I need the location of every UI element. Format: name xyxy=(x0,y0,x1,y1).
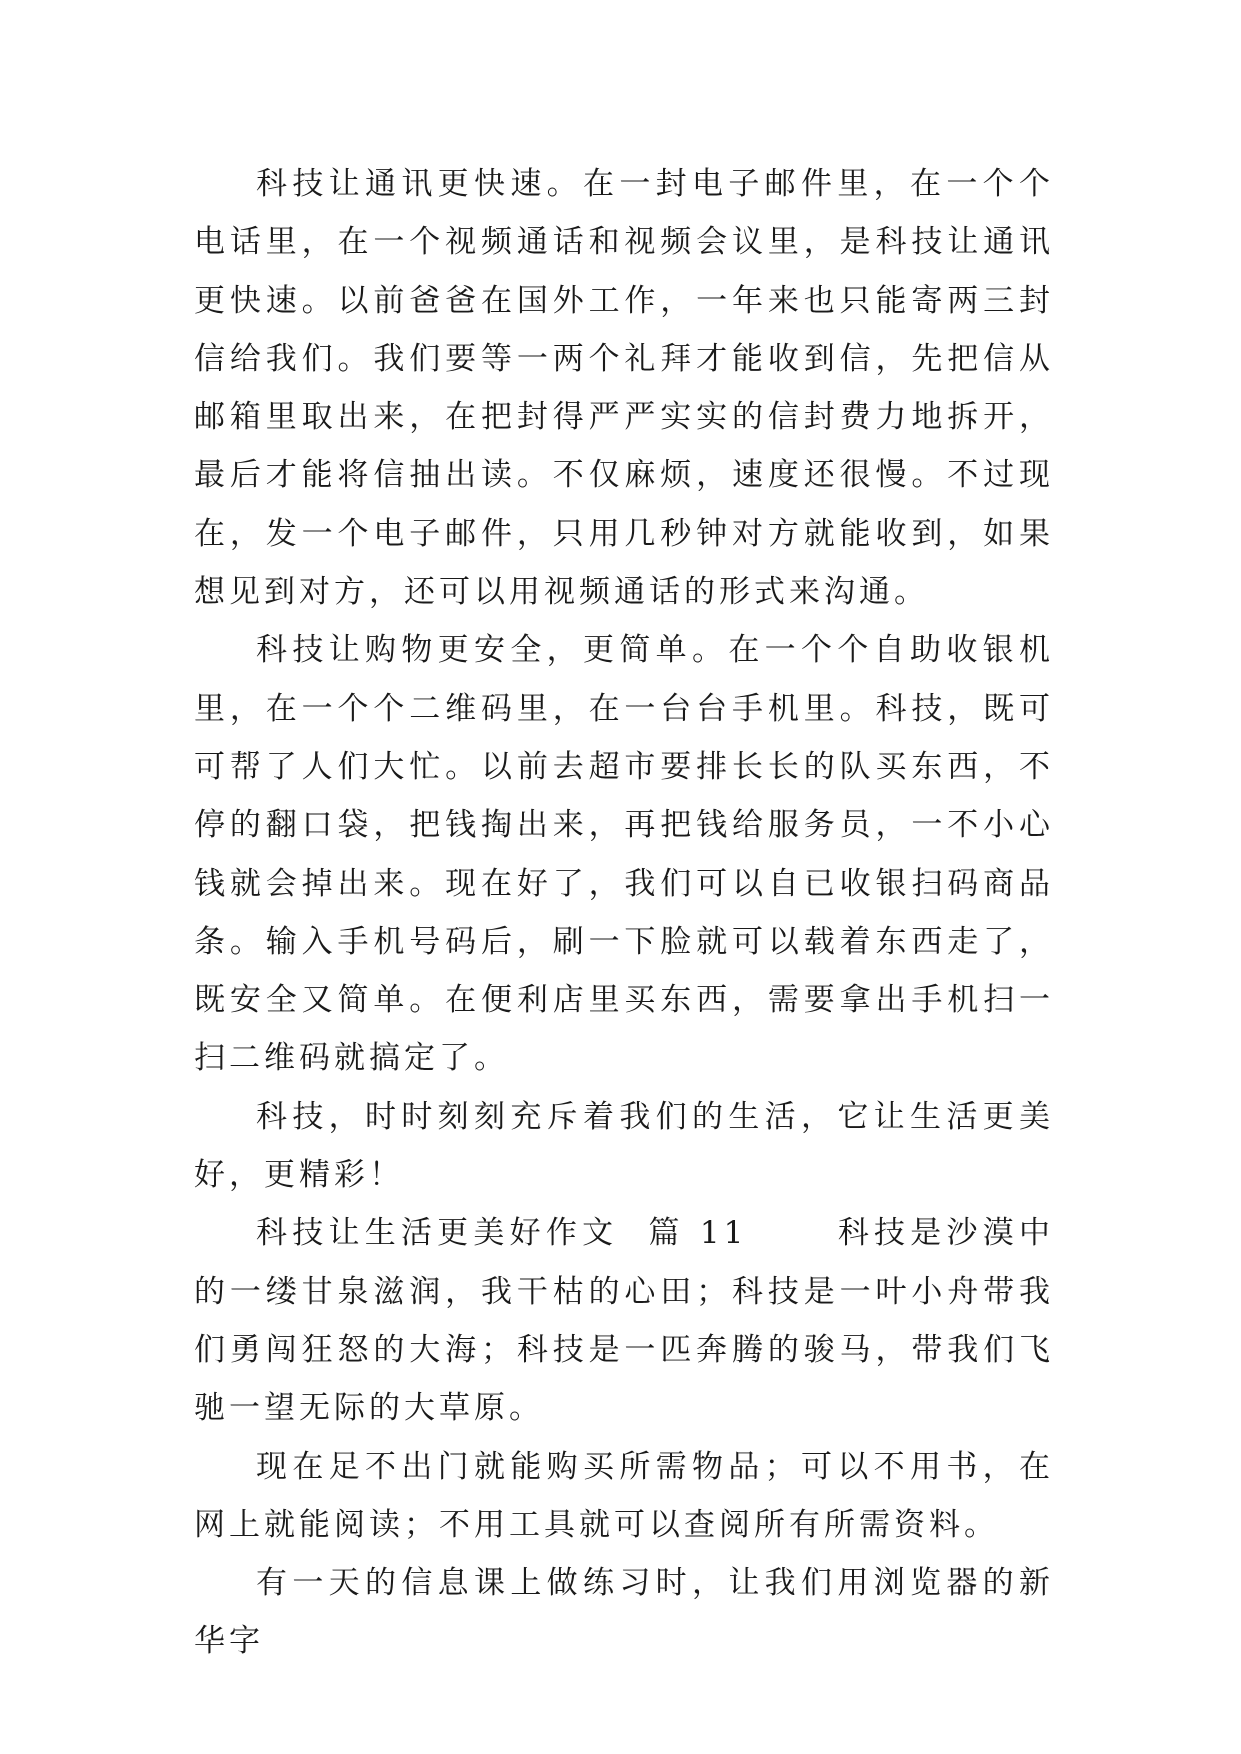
paragraph-online xyxy=(194,1438,1054,1555)
paragraph-text: 现在足不出门就能购买所需物品；可以不用书，在网上就能阅读；不用工具就可以查阅所有所需资料。 xyxy=(194,1448,1054,1543)
paragraph-text: 科技，时时刻刻充斥着我们的生活，它让生活更美好，更精彩！ xyxy=(194,1098,1054,1194)
document-body xyxy=(194,155,1054,1671)
paragraph-text: 科技让生活更美好作文 篇 11 科技是沙漠中的一缕甘泉滋润，我干枯的心田；科技是一叶小舟带我们勇闯狂怒的大海；科技是一匹奔腾的骏马，带我们飞驰一望无际的大草原。 xyxy=(194,1215,1054,1427)
paragraph-summary xyxy=(194,1088,1054,1205)
paragraph-essay-11-intro xyxy=(194,1204,1054,1437)
paragraph-shopping xyxy=(194,621,1054,1087)
paragraph-text: 科技让购物更安全，更简单。在一个个自助收银机里，在一个个二维码里，在一台台手机里。科技，既可可帮了人们大忙。以前去超市要排长长的队买东西，不停的翻口袋，把钱掏出来，再把钱给服务员，一不小心钱就会掉出来。现在好了，我们可以自已收银扫码商品条。输入手机号码后，刷一下脸就可以载着东西走了，既安全又简单。在便利店里买东西，需要拿出手机扫一扫二维码就搞定了。 xyxy=(194,632,1054,1077)
paragraph-text: 有一天的信息课上做练习时，让我们用浏览器的新华字 xyxy=(194,1565,1054,1660)
paragraph-text: 科技让通讯更快速。在一封电子邮件里，在一个个电话里，在一个视频通话和视频会议里，是科技让通讯更快速。以前爸爸在国外工作，一年来也只能寄两三封信给我们。我们要等一两个礼拜才能收到信，先把信从邮箱里取出来，在把封得严严实实的信封费力地拆开，最后才能将信抽出读。不仅麻烦，速度还很慢。不过现在，发一个电子邮件，只用几秒钟对方就能收到，如果想见到对方，还可以用视频通话的形式来沟通。 xyxy=(194,166,1054,611)
paragraph-info-class xyxy=(194,1554,1054,1671)
paragraph-communication xyxy=(194,155,1054,621)
